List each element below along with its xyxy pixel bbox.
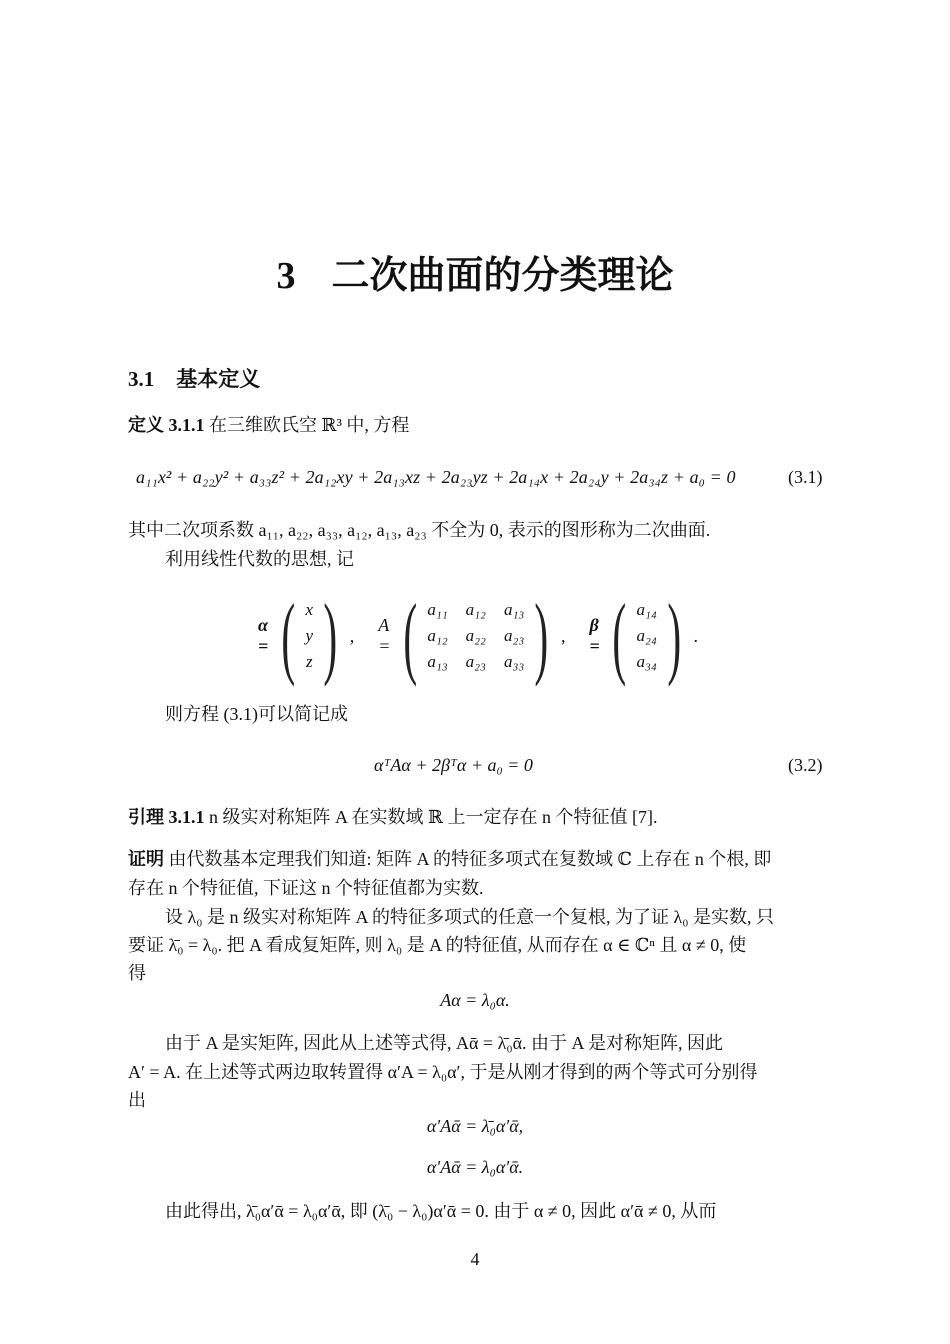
A-entry: a₁₁ xyxy=(427,600,448,619)
A-matrix: ( a₁₁ a₁₂ a₁₃ a₁₂ a₂₂ a₂₃ a₁₃ a₂₃ a₃₃ ) xyxy=(403,585,549,687)
page-number: 4 xyxy=(470,1249,480,1269)
A-label: A = xyxy=(378,615,391,656)
paragraph-linear-algebra: 利用线性代数的思想, 记 xyxy=(165,549,354,569)
A-entry: a₁₃ xyxy=(427,652,448,671)
definition-label: 定义 3.1.1 xyxy=(128,415,205,435)
proof-text: 由代数基本定理我们知道: 矩阵 A 的特征多项式在复数域 ℂ 上存在 n 个根, 即 xyxy=(168,849,772,869)
A-entry: a₂₂ xyxy=(465,626,486,645)
proof-line-6: 由于 A 是实矩阵, 因此从上述等式得, Aᾱ = λ̄₀ᾱ. 由于 A 是对称矩阵, 因此 xyxy=(165,1033,724,1053)
A-entry: a₁₂ xyxy=(427,626,448,645)
lemma-text: n 级实对称矩阵 A 在实数域 ℝ 上一定存在 n 个特征值 [7]. xyxy=(209,807,658,827)
proof-line-8: 出 xyxy=(128,1090,146,1110)
chapter-number: 3 xyxy=(276,255,296,297)
section-heading xyxy=(128,363,260,393)
equation-conjugate-2: α′Aᾱ = λ₀α′ᾱ. xyxy=(426,1157,524,1177)
proof-line-3: 设 λ₀ 是 n 级实对称矩阵 A 的特征多项式的任意一个复根, 为了证 λ₀ 是实数, 只 xyxy=(165,907,775,927)
chapter-heading xyxy=(0,244,950,299)
equation-eigen: Aα = λ₀α. xyxy=(440,990,510,1010)
lemma xyxy=(128,803,657,831)
matrix-definitions: α = ( x y z ) , A = ( a₁₁ a₁₂ a₁₃ a₁₂ a₂₂ a₂₃ a₁₃ a₂₃ a₃₃ ) , β = ( a₁₄ a₂₄ a₃₄ ) . xyxy=(258,585,698,687)
beta-entry: a₃₄ xyxy=(636,652,657,671)
alpha-vector: ( x y z ) xyxy=(281,585,338,687)
alpha-entry: z xyxy=(305,652,313,671)
equation-3-2-number: (3.2) xyxy=(788,755,823,775)
beta-label: β = xyxy=(589,615,600,656)
proof-label: 证明 xyxy=(128,849,164,869)
A-entry: a₂₃ xyxy=(503,626,525,645)
section-title: 基本定义 xyxy=(176,367,261,391)
proof-line-5: 得 xyxy=(128,963,146,983)
paragraph-coefficients: 其中二次项系数 a₁₁, a₂₂, a₃₃, a₁₂, a₁₃, a₂₃ 不全为 0, 表示的图形称为二次曲面. xyxy=(128,520,711,540)
chapter-title: 二次曲面的分类理论 xyxy=(331,255,674,297)
section-number: 3.1 xyxy=(128,367,155,391)
beta-entry: a₂₄ xyxy=(636,626,657,645)
alpha-label: α = xyxy=(258,615,269,656)
proof-line-7: A′ = A. 在上述等式两边取转置得 α′A = λ₀α′, 于是从刚才得到的两个等式可分别得 xyxy=(128,1062,758,1082)
equation-3-1: a₁₁x² + a₂₂y² + a₃₃z² + 2a₁₂xy + 2a₁₃xz + 2a₂₃yz + 2a₁₄x + 2a₂₄y + 2a₃₄z + a₀ = 0 xyxy=(136,467,736,487)
lemma-label: 引理 3.1.1 xyxy=(128,807,205,827)
proof-line-2: 存在 n 个特征值, 下证这 n 个特征值都为实数. xyxy=(128,878,484,898)
alpha-entry: y xyxy=(305,626,314,645)
beta-vector: ( a₁₄ a₂₄ a₃₄ ) xyxy=(612,585,682,687)
proof-line-1 xyxy=(128,845,771,873)
equation-3-2: αᵀAα + 2βᵀα + a₀ = 0 xyxy=(374,755,533,775)
A-entry: a₃₃ xyxy=(503,652,525,671)
definition xyxy=(128,411,409,439)
A-entry: a₁₃ xyxy=(503,600,525,619)
A-entry: a₁₂ xyxy=(465,600,486,619)
A-entry: a₂₃ xyxy=(465,652,486,671)
equation-conjugate-1: α′Aᾱ = λ̄₀α′ᾱ, xyxy=(426,1116,524,1136)
proof-line-9: 由此得出, λ̄₀α′ᾱ = λ₀α′ᾱ, 即 (λ̄₀ − λ₀)α′ᾱ = 0. 由于 α ≠ 0, 因此 α′ᾱ ≠ 0, 从而 xyxy=(165,1201,717,1221)
alpha-entry: x xyxy=(305,600,314,619)
paragraph-simplify: 则方程 (3.1)可以简记成 xyxy=(165,704,348,724)
beta-entry: a₁₄ xyxy=(636,600,657,619)
equation-3-1-number: (3.1) xyxy=(788,467,823,487)
proof-line-4: 要证 λ̄₀ = λ₀. 把 A 看成复矩阵, 则 λ₀ 是 A 的特征值, 从而存在 α ∈ ℂⁿ 且 α ≠ 0, 使 xyxy=(128,935,747,955)
definition-text: 在三维欧氏空 ℝ³ 中, 方程 xyxy=(209,415,410,435)
